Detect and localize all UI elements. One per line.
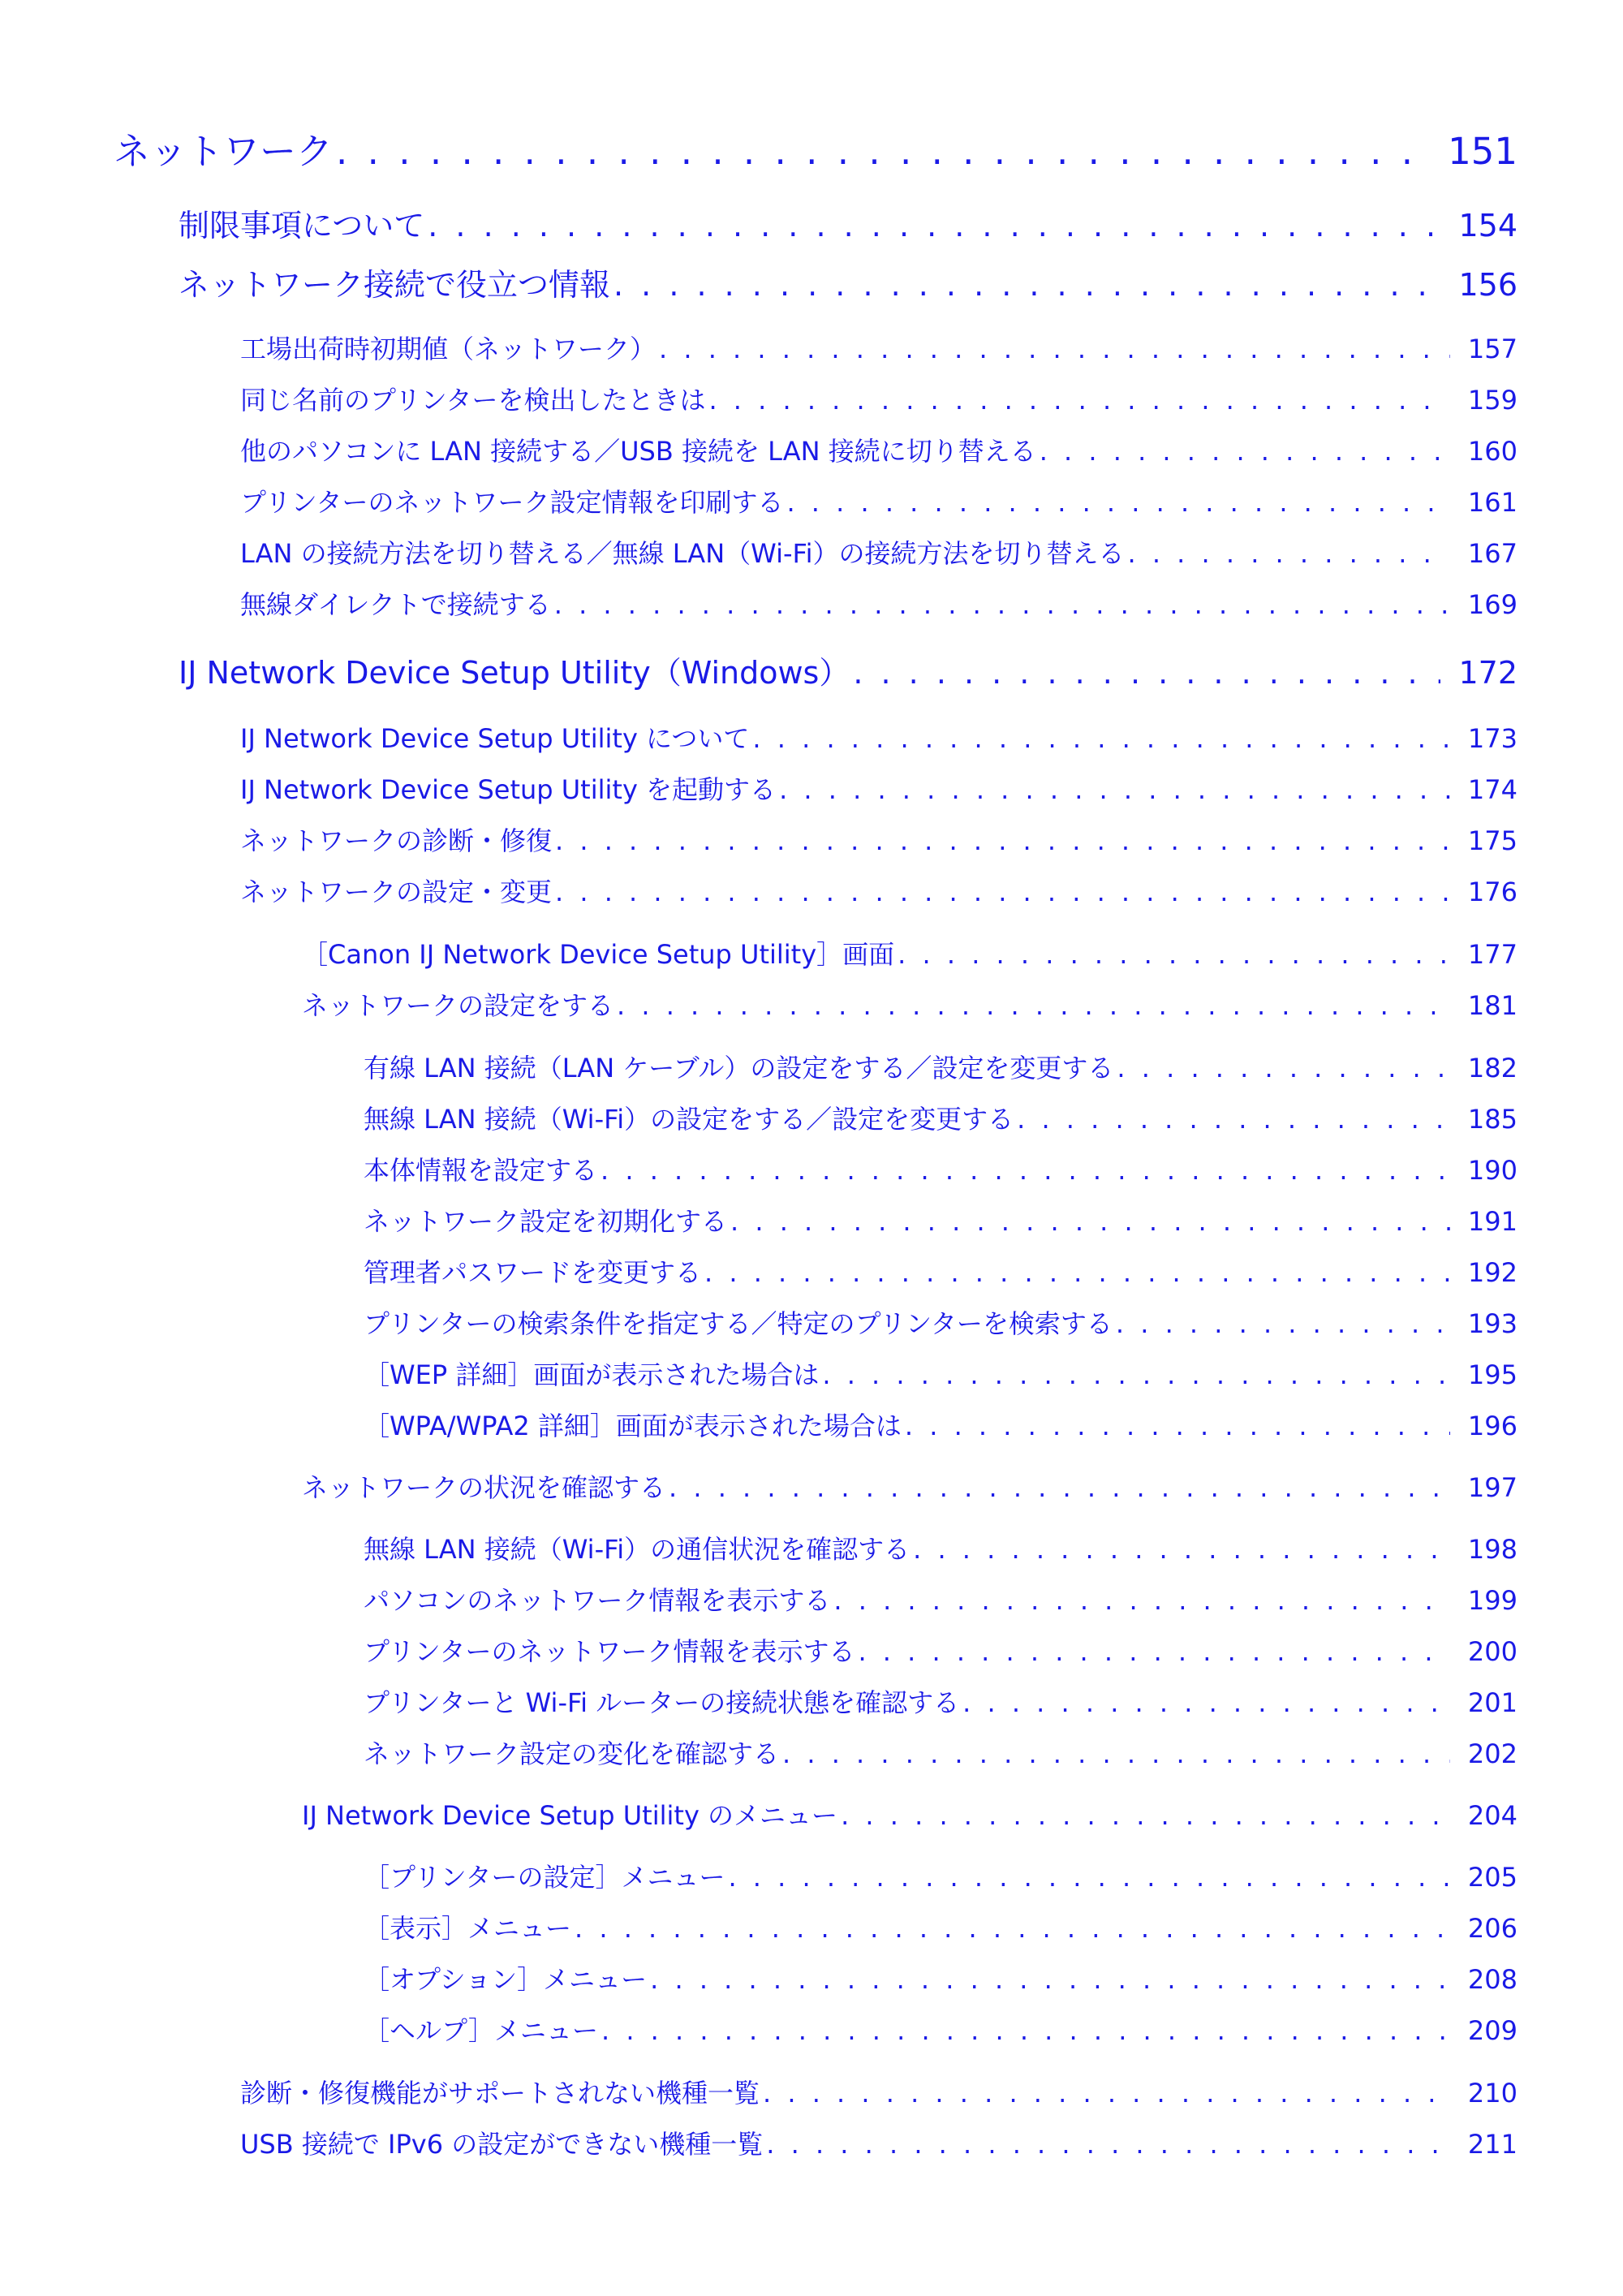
toc-entry[interactable] [364, 1631, 1518, 1669]
toc-entry-title[interactable]: 管理者パスワードを変更する [364, 1257, 702, 1288]
dot-leader [1127, 538, 1449, 569]
toc-entry-page[interactable]: 209 [1467, 2015, 1518, 2046]
toc-entry-title[interactable]: ［WEP 詳細］画面が表示された場合は [364, 1359, 820, 1390]
dot-leader [822, 1359, 1450, 1390]
toc-entry-page[interactable]: 191 [1467, 1206, 1518, 1237]
toc-entry[interactable] [364, 1908, 1518, 1945]
toc-entry[interactable] [364, 1857, 1518, 1894]
toc-entry-page[interactable]: 151 [1448, 130, 1518, 173]
toc-entry-page[interactable]: 211 [1467, 2129, 1518, 2160]
toc-entry[interactable] [364, 1580, 1518, 1618]
dot-leader [650, 1964, 1450, 1995]
toc-entry-page[interactable]: 202 [1467, 1738, 1518, 1769]
dot-leader [554, 589, 1450, 620]
dot-leader [601, 1155, 1450, 1186]
toc-entry-title[interactable]: プリンターと Wi-Fi ルーターの接続状態を確認する [364, 1687, 960, 1718]
toc-entry-title[interactable]: LAN の接続方法を切り替える／無線 LAN（Wi-Fi）の接続方法を切り替える [240, 538, 1125, 569]
toc-entry[interactable] [364, 1201, 1518, 1238]
toc-entry-page[interactable]: 204 [1467, 1800, 1518, 1831]
toc-entry[interactable] [240, 380, 1518, 417]
toc-entry-page[interactable]: 174 [1467, 774, 1518, 805]
toc-entry-page[interactable]: 176 [1467, 877, 1518, 907]
toc-entry-title[interactable]: ネットワークの状況を確認する [302, 1472, 666, 1503]
dot-leader [752, 723, 1450, 754]
dot-leader [841, 1800, 1450, 1831]
dot-leader [913, 1534, 1450, 1565]
toc-entry-title[interactable]: プリンターの検索条件を指定する／特定のプリンターを検索する [364, 1308, 1113, 1339]
toc-entry-page[interactable]: 190 [1467, 1155, 1518, 1186]
dot-leader [728, 1862, 1449, 1893]
dot-leader [962, 1687, 1450, 1718]
toc-entry-title[interactable]: ［Canon IJ Network Device Setup Utility］画面 [302, 939, 895, 970]
toc-entry-title[interactable]: IJ Network Device Setup Utility について [240, 723, 750, 754]
toc-entry-title[interactable]: 制限事項について [179, 208, 425, 243]
toc-entry[interactable] [240, 821, 1518, 858]
toc-entry-title[interactable]: 無線 LAN 接続（Wi-Fi）の通信状況を確認する [364, 1534, 911, 1565]
dot-leader [858, 1636, 1449, 1667]
toc-entry[interactable] [364, 1048, 1518, 1085]
toc-entry[interactable] [364, 1959, 1518, 1997]
toc-entry-page[interactable]: 173 [1467, 723, 1518, 754]
toc-entry-page[interactable]: 199 [1467, 1585, 1518, 1616]
toc-entry-page[interactable]: 175 [1467, 825, 1518, 856]
toc-entry-title[interactable]: 無線ダイレクトで接続する [240, 589, 551, 620]
toc-entry[interactable] [302, 985, 1518, 1023]
dot-leader [782, 1738, 1450, 1769]
toc-entry-page[interactable]: 193 [1467, 1308, 1518, 1339]
toc-entry-page[interactable]: 206 [1467, 1913, 1518, 1944]
toc-entry[interactable] [364, 1303, 1518, 1341]
toc-entry-title[interactable]: ネットワーク設定の変化を確認する [364, 1738, 780, 1769]
toc-entry[interactable] [364, 1252, 1518, 1290]
toc-entry-page[interactable]: 196 [1467, 1411, 1518, 1441]
toc-entry-page[interactable]: 210 [1467, 2078, 1518, 2109]
toc-entry[interactable] [240, 2124, 1518, 2161]
toc-entry[interactable] [364, 1099, 1518, 1136]
dot-leader [617, 990, 1450, 1021]
dot-leader [905, 1411, 1450, 1441]
toc-entry-title[interactable]: ネットワークの設定・変更 [240, 877, 553, 907]
dot-leader [669, 1472, 1450, 1503]
toc-entry-title[interactable]: IJ Network Device Setup Utility のメニュー [302, 1800, 838, 1831]
toc-entry[interactable] [364, 1406, 1518, 1443]
toc-entry[interactable] [364, 1682, 1518, 1720]
toc-entry-page[interactable]: 157 [1467, 334, 1518, 364]
toc-entry-page[interactable]: 200 [1467, 1636, 1518, 1667]
toc-entry-page[interactable]: 185 [1467, 1104, 1518, 1135]
toc-entry[interactable] [240, 584, 1518, 622]
toc-entry-page[interactable]: 182 [1467, 1053, 1518, 1083]
toc-entry[interactable] [302, 1795, 1518, 1833]
dot-leader [555, 825, 1450, 856]
toc-entry[interactable] [240, 533, 1518, 571]
toc-entry[interactable] [240, 482, 1518, 519]
dot-leader [613, 267, 1440, 303]
dot-leader [786, 487, 1449, 518]
toc-entry-page[interactable]: 161 [1467, 487, 1518, 518]
toc-entry-page[interactable]: 205 [1467, 1862, 1518, 1893]
toc-entry[interactable] [179, 648, 1518, 692]
dot-leader [708, 385, 1449, 416]
toc-entry[interactable] [364, 2010, 1518, 2048]
toc-entry[interactable] [240, 2073, 1518, 2110]
toc-entry[interactable] [364, 1150, 1518, 1187]
dot-leader [779, 774, 1450, 805]
toc-entry-page[interactable]: 201 [1467, 1687, 1518, 1718]
toc-entry-title[interactable]: 無線 LAN 接続（Wi-Fi）の設定をする／設定を変更する [364, 1104, 1014, 1135]
toc-entry[interactable] [364, 1355, 1518, 1392]
toc-entry[interactable] [240, 769, 1518, 807]
toc-entry[interactable] [302, 1467, 1518, 1505]
toc-entry-title[interactable]: ［表示］メニュー [364, 1913, 572, 1944]
toc-entry-page[interactable]: 192 [1467, 1257, 1518, 1288]
dot-leader [1117, 1053, 1450, 1083]
toc-entry-title[interactable]: 本体情報を設定する [364, 1155, 598, 1186]
toc-entry-page[interactable]: 198 [1467, 1534, 1518, 1565]
dot-leader [766, 2129, 1450, 2160]
toc-entry-page[interactable]: 195 [1467, 1359, 1518, 1390]
toc-entry-title[interactable]: USB 接続で IPv6 の設定ができない機種一覧 [240, 2129, 764, 2160]
toc-entry[interactable] [302, 934, 1518, 971]
toc-entry[interactable] [240, 431, 1518, 468]
toc-entry-title[interactable]: プリンターのネットワーク情報を表示する [364, 1636, 855, 1667]
toc-entry-page[interactable]: 169 [1467, 589, 1518, 620]
dot-leader [659, 334, 1450, 364]
toc-entry-page[interactable]: 167 [1467, 538, 1518, 569]
toc-entry-title[interactable]: ネットワークの診断・修復 [240, 825, 553, 856]
toc-entry-title[interactable]: ネットワーク接続で役立つ情報 [179, 267, 611, 303]
toc-entry[interactable] [179, 200, 1518, 245]
dot-leader [1017, 1104, 1450, 1135]
toc-entry-title[interactable]: パソコンのネットワーク情報を表示する [364, 1585, 831, 1616]
dot-leader [1116, 1308, 1450, 1339]
dot-leader [763, 2078, 1450, 2109]
toc-entry-title[interactable]: 工場出荷時初期値（ネットワーク） [240, 334, 657, 364]
toc-entry-title[interactable]: ［プリンターの設定］メニュー [364, 1862, 725, 1893]
toc-entry[interactable] [240, 329, 1518, 366]
toc-entry-title[interactable]: ネットワーク設定を初期化する [364, 1206, 728, 1237]
toc-entry-title[interactable]: IJ Network Device Setup Utility（Windows） [179, 655, 850, 691]
dot-leader [1040, 436, 1450, 467]
dot-leader [428, 208, 1440, 243]
dot-leader [601, 2015, 1450, 2046]
toc-entry-title[interactable]: 有線 LAN 接続（LAN ケーブル）の設定をする／設定を変更する [364, 1053, 1114, 1083]
toc-entry-title[interactable]: ［オプション］メニュー [364, 1964, 648, 1995]
dot-leader [833, 1585, 1450, 1616]
toc-entry-page[interactable]: 197 [1467, 1472, 1518, 1503]
toc-entry[interactable] [364, 1529, 1518, 1566]
dot-leader [336, 130, 1430, 173]
dot-leader [555, 877, 1450, 907]
toc-entry-page[interactable]: 159 [1467, 385, 1518, 416]
toc-entry[interactable] [240, 718, 1518, 756]
toc-entry-title[interactable]: ［ヘルプ］メニュー [364, 2015, 598, 2046]
toc-entry-title[interactable]: 他のパソコンに LAN 接続する／USB 接続を LAN 接続に切り替える [240, 436, 1036, 467]
toc-entry-page[interactable]: 172 [1458, 655, 1518, 691]
toc-entry-title[interactable]: ［WPA/WPA2 詳細］画面が表示された場合は [364, 1411, 902, 1441]
toc-entry-title[interactable]: 診断・修復機能がサポートされない機種一覧 [240, 2078, 760, 2109]
toc-entry-page[interactable]: 154 [1458, 208, 1518, 243]
toc-entry-title[interactable]: プリンターのネットワーク設定情報を印刷する [240, 487, 784, 518]
dot-leader [853, 655, 1440, 691]
toc-entry-title[interactable]: ネットワーク [114, 130, 334, 173]
toc-entry-title[interactable]: IJ Network Device Setup Utility を起動する [240, 774, 777, 805]
toc-entry-page[interactable]: 156 [1458, 267, 1518, 303]
dot-leader [575, 1913, 1450, 1944]
toc-entry-page[interactable]: 208 [1467, 1964, 1518, 1995]
dot-leader [704, 1257, 1450, 1288]
toc-entry[interactable] [179, 260, 1518, 304]
toc-entry-page[interactable]: 177 [1467, 939, 1518, 970]
toc-entry[interactable] [114, 122, 1518, 174]
toc-entry-page[interactable]: 160 [1467, 436, 1518, 467]
toc-entry[interactable] [364, 1734, 1518, 1771]
toc-entry[interactable] [240, 872, 1518, 909]
dot-leader [898, 939, 1450, 970]
toc-entry-page[interactable]: 181 [1467, 990, 1518, 1021]
toc-entry-title[interactable]: 同じ名前のプリンターを検出したときは [240, 385, 706, 416]
dot-leader [730, 1206, 1450, 1237]
toc-entry-title[interactable]: ネットワークの設定をする [302, 990, 614, 1021]
